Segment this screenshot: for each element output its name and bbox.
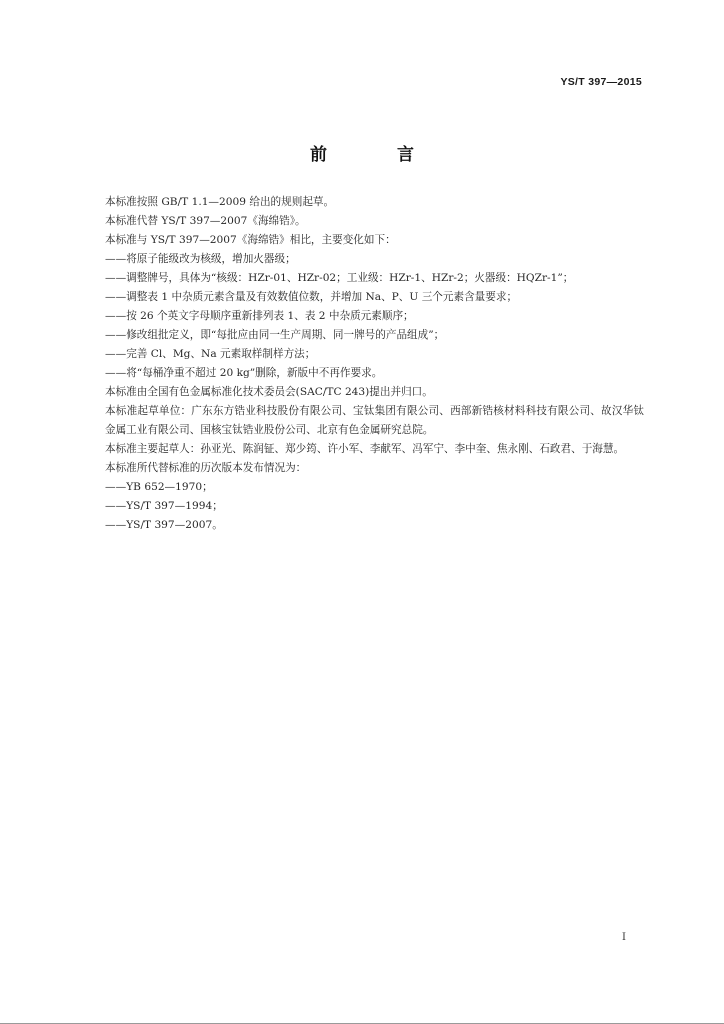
change-item: ——调整牌号，具体为“核级：HZr-01、HZr-02；工业级：HZr-1、HZr-2；火器级：HQZr-1”； [105,272,574,284]
page-number: I [622,932,626,943]
history-item: ——YB 652—1970； [105,481,213,493]
history-item: ——YS/T 397—2007。 [105,519,223,531]
foreword-body [84,193,644,535]
change-item: ——将原子能级改为核级，增加火器级； [105,253,296,265]
history-intro: 本标准所代替标准的历次版本发布情况为： [105,462,307,474]
change-item: ——修改组批定义，即“每批应由同一生产周期、同一牌号的产品组成”； [105,329,445,341]
text-line-drafting-rules: 本标准按照 GB/T 1.1—2009 给出的规则起草。 [105,196,335,208]
history-item: ——YS/T 397—1994； [105,500,223,512]
page-title: 前 言 [310,145,446,165]
drafting-units-paragraph: 本标准起草单位：广东东方锆业科技股份有限公司、宝钛集团有限公司、西部新锆核材料科技有限公司、故汉华钛金属工业有限公司、国核宝钛锆业股份公司、北京有色金属研究总院。 [105,405,644,436]
text-line-proposed-by: 本标准由全国有色金属标准化技术委员会(SAC/TC 243)提出并归口。 [105,386,433,398]
change-item: ——按 26 个英文字母顺序重新排列表 1、表 2 中杂质元素顺序； [105,310,414,322]
standard-code: YS/T 397—2015 [560,76,642,88]
text-line-changes-intro: 本标准与 YS/T 397—2007《海绵锆》相比，主要变化如下： [105,234,396,246]
change-item: ——将“每桶净重不超过 20 kg”删除，新版中不再作要求。 [105,367,383,379]
change-item: ——完善 Cl、Mg、Na 元素取样制样方法； [105,348,316,360]
change-item: ——调整表 1 中杂质元素含量及有效数值位数，并增加 Na、P、U 三个元素含量要求； [105,291,518,303]
drafters-paragraph: 本标准主要起草人：孙亚光、陈润钲、郑少筠、许小军、李献军、冯军宁、李中奎、焦永刚、石政君、于海慧。 [105,443,625,455]
text-line-replaces: 本标准代替 YS/T 397—2007《海绵锆》。 [105,215,306,227]
